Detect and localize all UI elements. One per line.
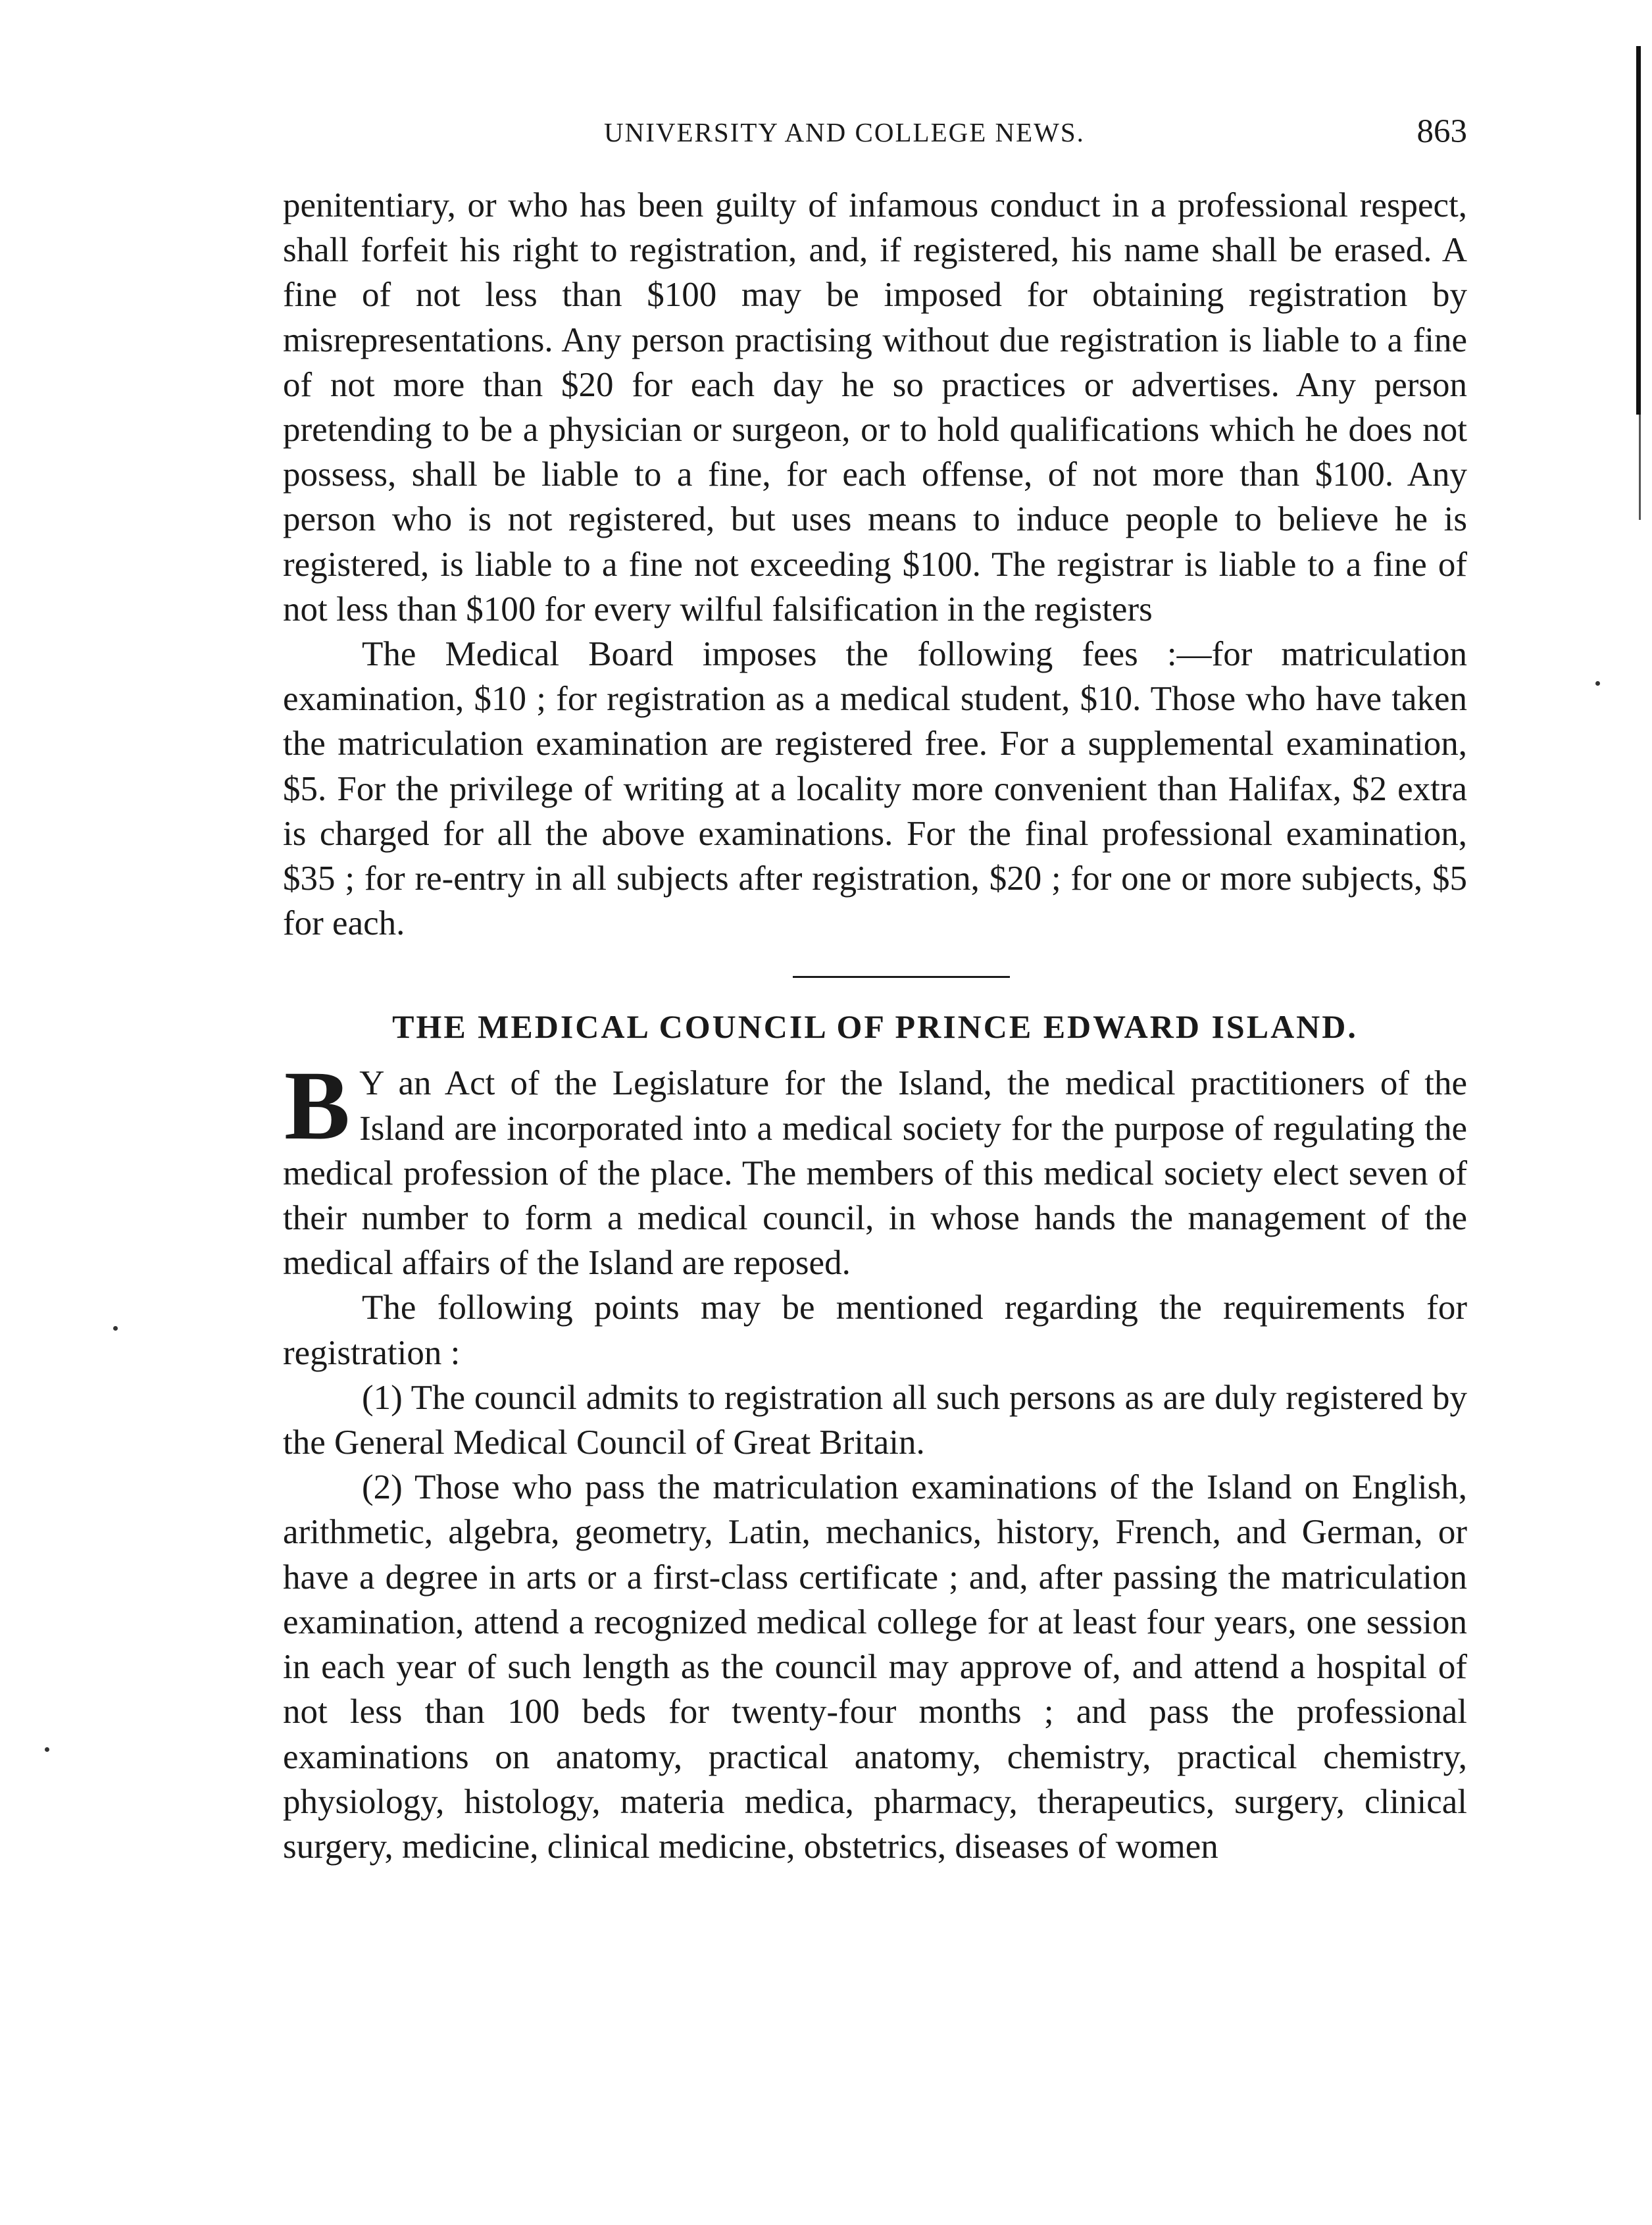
paragraph-act-text: Y an Act of the Legislature for the Island, the medical practitioners of the Island are incorporated into a medical society for the purpose of regulating the medical profession of the place. The members of this medical society elect seven of their number to form a medical council, in whose hands the management of the medical affairs of the Island are reposed. (283, 1064, 1467, 1283)
ink-speck (113, 1326, 118, 1331)
section-heading: THE MEDICAL COUNCIL OF PRINCE EDWARD ISLAND. (392, 1008, 1358, 1046)
paragraph-requirement-1: (1) The council admits to registration all such persons as are duly registered by the General Medical Council of Great Britain. (283, 1378, 1467, 1462)
binding-edge-mark (1636, 46, 1641, 415)
paragraph-requirements-intro: The following points may be mentioned regarding the requirements for registration : (283, 1289, 1467, 1372)
drop-cap: B (284, 1051, 351, 1161)
paragraph-fees: The Medical Board imposes the following fees :—for matriculation examination, $10 ; for registration as a medical student, $10. Those who have taken the matriculation examination are registered free. For a supplemental examination, $5. For the privilege of writing at a locality more convenient than Halifax, $2 extra is charged for all the above examinations. For the final professional examination, $35 ; for re-entry in all subjects after registration, $20 ; for one or more subjects, $5 for each. (283, 635, 1467, 943)
ink-speck (45, 1747, 49, 1752)
ink-speck (1595, 681, 1600, 686)
page-number: 863 (1416, 113, 1467, 150)
binding-edge-mark-lower (1639, 415, 1641, 520)
paragraph-act (283, 1051, 1467, 1285)
running-header (283, 109, 1467, 155)
page-body (283, 183, 1467, 1869)
paragraph-requirement-2: (2) Those who pass the matriculation examinations of the Island on English, arithmetic, algebra, geometry, Latin, mechanics, history, French, and German, or have a degree in arts or a first-class certificate ; and, after passing the matriculation examination, attend a recognized medical college for at least four years, one session in each year of such length as the council may approve of, and attend a hospital of not less than 100 beds for twenty-four months ; and pass the professional examinations on anatomy, practical anatomy, chemistry, practical chemistry, physiology, histology, materia medica, pharmacy, therapeutics, surgery, clinical surgery, medicine, clinical medicine, obstetrics, diseases of women (283, 1468, 1467, 1866)
paragraph-continuation: penitentiary, or who has been guilty of infamous conduct in a professional respect, shall forfeit his right to registration, and, if registered, his name shall be erased. A fine of not less than $100 may be imposed for obtaining registration by misrepresentations. Any person practising without due registration is liable to a fine of not more than $20 for each day he so practices or advertises. Any person pretending to be a physician or surgeon, or to hold qualifications which he does not possess, shall be liable to a fine, for each offense, of not more than $100. Any person who is not registered, but uses means to induce people to believe he is registered, is liable to a fine not exceeding $100. The registrar is liable to a fine of not less than $100 for every wilful falsification in the registers (283, 186, 1467, 628)
section-divider (793, 976, 1010, 978)
running-title: UNIVERSITY AND COLLEGE NEWS. (604, 117, 1085, 147)
